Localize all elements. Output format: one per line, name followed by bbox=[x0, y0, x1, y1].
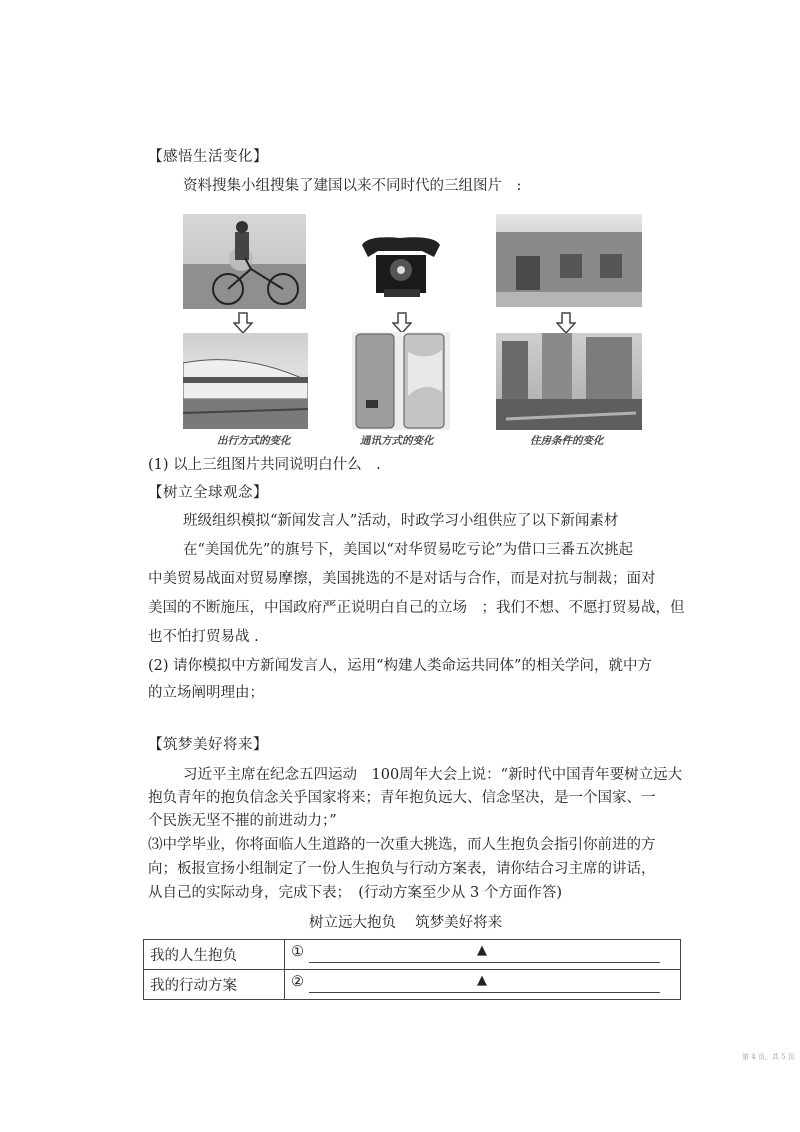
answer-line bbox=[309, 992, 660, 993]
caption-transport: 出行方式的变化 bbox=[217, 435, 291, 447]
quote-line: 抱负青年的抱负信念关乎国家将来；青年抱负远大、信念坚决，是一个国家、一 bbox=[148, 790, 656, 806]
life-change-intro: 资料搜集小组搜集了建国以来不同时代的三组图片 : bbox=[183, 178, 522, 194]
row-label: 我的行动方案 bbox=[144, 970, 285, 1000]
question-3-line: 向；板报宣扬小组制定了一份人生抱负与行动方案表，请你结合习主席的讲话， bbox=[148, 861, 656, 877]
news-line: 也不怕打贸易战 . bbox=[148, 629, 259, 645]
quote-line: 习近平主席在纪念五四运动 100周年大会上说：“新时代中国青年要树立远大 bbox=[183, 767, 683, 783]
question-3-line: ⑶中学毕业，你将面临人生道路的一次重大挑选，而人生抱负会指引你前进的方 bbox=[148, 837, 656, 853]
rotary-phone-photo bbox=[348, 235, 451, 301]
news-line: 在“美国优先”的旗号下，美国以“对华贸易吃亏论”为借口三番五次挑起 bbox=[183, 542, 634, 558]
answer-cell[interactable] bbox=[285, 970, 681, 1000]
section-heading-dream: 【筑梦美好将来】 bbox=[148, 737, 268, 753]
news-line: 中美贸易战面对贸易摩擦，美国挑选的不是对话与合作，而是对抗与制裁；面对 bbox=[148, 571, 656, 587]
old-house-photo bbox=[496, 214, 642, 307]
question-2-line: 的立场阐明理由； bbox=[148, 685, 264, 701]
apartment-buildings-photo bbox=[496, 333, 642, 430]
circled-number-marker: ① bbox=[291, 944, 304, 960]
table-row bbox=[144, 970, 681, 1000]
section-heading-life-change: 【感悟生活变化】 bbox=[148, 149, 268, 165]
bullet-train-photo bbox=[183, 333, 308, 429]
section-heading-global-view: 【树立全球观念】 bbox=[148, 485, 268, 501]
question-3-line: 从自己的实际动身，完成下表； (行动方案至少从 3 个方面作答) bbox=[148, 885, 563, 901]
down-arrow-icon bbox=[233, 312, 253, 334]
down-arrow-icon bbox=[392, 312, 412, 334]
smartphone-photo bbox=[352, 332, 450, 430]
circled-number-marker: ② bbox=[291, 974, 304, 990]
answer-placeholder-triangle: ▲ bbox=[477, 943, 487, 958]
down-arrow-icon bbox=[556, 312, 576, 334]
answer-line bbox=[309, 962, 660, 963]
answer-placeholder-triangle: ▲ bbox=[477, 973, 487, 988]
row-label: 我的人生抱负 bbox=[144, 940, 285, 970]
global-view-intro: 班级组织模拟“新闻发言人”活动，时政学习小组供应了以下新闻素材 bbox=[183, 513, 619, 529]
plan-table bbox=[143, 939, 681, 1000]
page-footer: 第 4 页，共 5 页 bbox=[742, 1053, 795, 1061]
question-2-line: (2) 请你模拟中方新闻发言人，运用“构建人类命运共同体”的相关学问，就中方 bbox=[148, 658, 652, 674]
news-line: 美国的不断施压，中国政府严正说明白自己的立场 ；我们不想、不愿打贸易战，但 bbox=[148, 600, 685, 616]
bicycle-photo bbox=[183, 214, 306, 309]
caption-communication: 通讯方式的变化 bbox=[360, 435, 434, 447]
table-row bbox=[144, 940, 681, 970]
caption-housing: 住房条件的变化 bbox=[530, 435, 604, 447]
table-title: 树立远大抱负 筑梦美好将来 bbox=[309, 915, 503, 931]
question-1: (1) 以上三组图片共同说明白什么 . bbox=[148, 457, 381, 473]
answer-cell[interactable] bbox=[285, 940, 681, 970]
quote-line: 个民族无坚不摧的前进动力；” bbox=[148, 813, 337, 829]
